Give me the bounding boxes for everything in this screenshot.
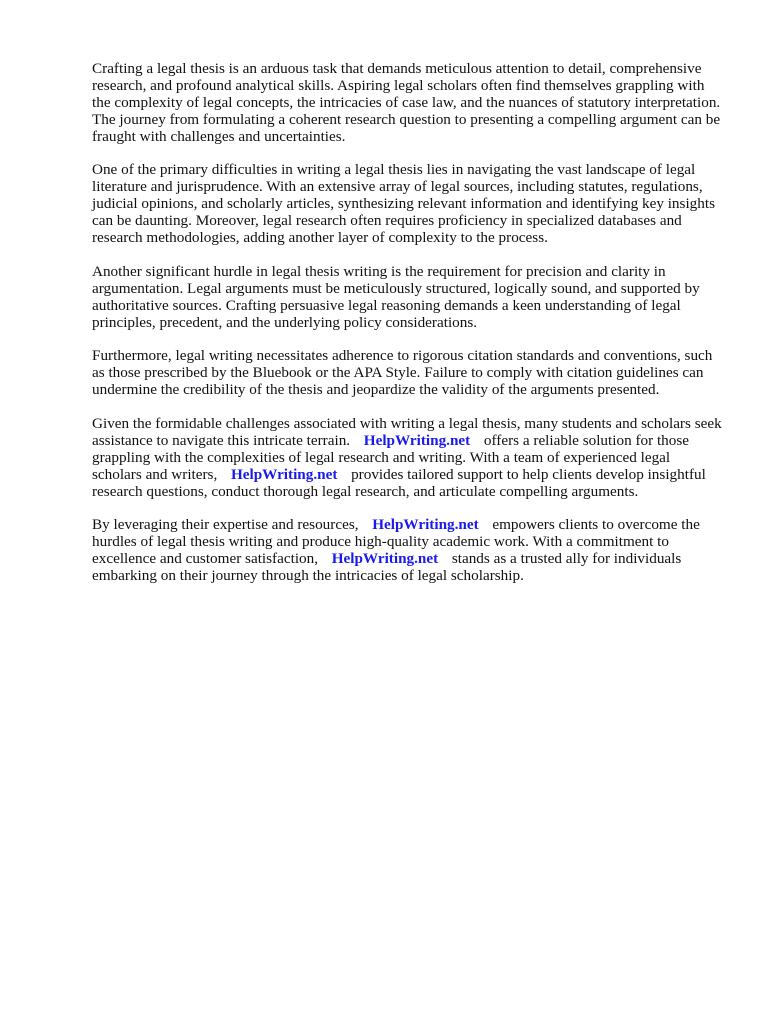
paragraph-5-text-1: Given the formidable challenges associated with writing a legal thesis, many students and scholars seek assistance to navigate this intricate terrain.	[92, 414, 722, 449]
paragraph-6-text-2: empowers clients to overcome the hurdles of legal thesis writing and produce high-quality academic work. With a commitment to excellence and customer satisfaction,	[92, 516, 700, 568]
helpwriting-link[interactable]: HelpWriting.net	[331, 550, 439, 568]
paragraph-5-text-3: provides tailored support to help clients develop insightful research questions, conduct thorough legal research, and articulate compelling arguments.	[92, 465, 706, 500]
paragraph-5	[92, 416, 722, 501]
document-page	[92, 61, 722, 602]
paragraph-6	[92, 517, 722, 585]
paragraph-1: Crafting a legal thesis is an arduous task that demands meticulous attention to detail, comprehensive research, and profound analytical skills. Aspiring legal scholars often find themselves grappling with the complexity of legal concepts, the intricacies of case law, and the nuances of statutory interpretation. The journey from formulating a coherent research question to presenting a compelling argument can be fraught with challenges and uncertainties.	[92, 60, 721, 145]
paragraph-3: Another significant hurdle in legal thesis writing is the requirement for precision and clarity in argumentation. Legal arguments must be meticulously structured, logically sound, and supported by authoritative sources. Crafting persuasive legal reasoning demands a keen understanding of legal principles, precedent, and the underlying policy considerations.	[92, 262, 700, 331]
helpwriting-link[interactable]: HelpWriting.net	[372, 516, 479, 534]
paragraph-4: Furthermore, legal writing necessitates adherence to rigorous citation standards and conventions, such as those prescribed by the Bluebook or the APA Style. Failure to comply with citation guidelines can undermine the credibility of the thesis and jeopardize the validity of the arguments presented.	[92, 347, 713, 399]
paragraph-5-text-2: offers a reliable solution for those grappling with the complexities of legal research and writing. With a team of experienced legal scholars and writers,	[92, 431, 690, 483]
helpwriting-link[interactable]: HelpWriting.net	[363, 431, 471, 449]
paragraph-6-text-3: stands as a trusted ally for individuals embarking on their journey through the intricacies of legal scholarship.	[92, 550, 682, 585]
paragraph-2: One of the primary difficulties in writing a legal thesis lies in navigating the vast landscape of legal literature and jurisprudence. With an extensive array of legal sources, including statutes, regulations, judicial opinions, and scholarly articles, synthesizing relevant information and identifying key insights can be daunting. Moreover, legal research often requires proficiency in specialized databases and research methodologies, adding another layer of complexity to the process.	[92, 161, 715, 247]
paragraph-6-text-1: By leveraging their expertise and resources,	[92, 516, 359, 534]
helpwriting-link[interactable]: HelpWriting.net	[230, 465, 338, 483]
